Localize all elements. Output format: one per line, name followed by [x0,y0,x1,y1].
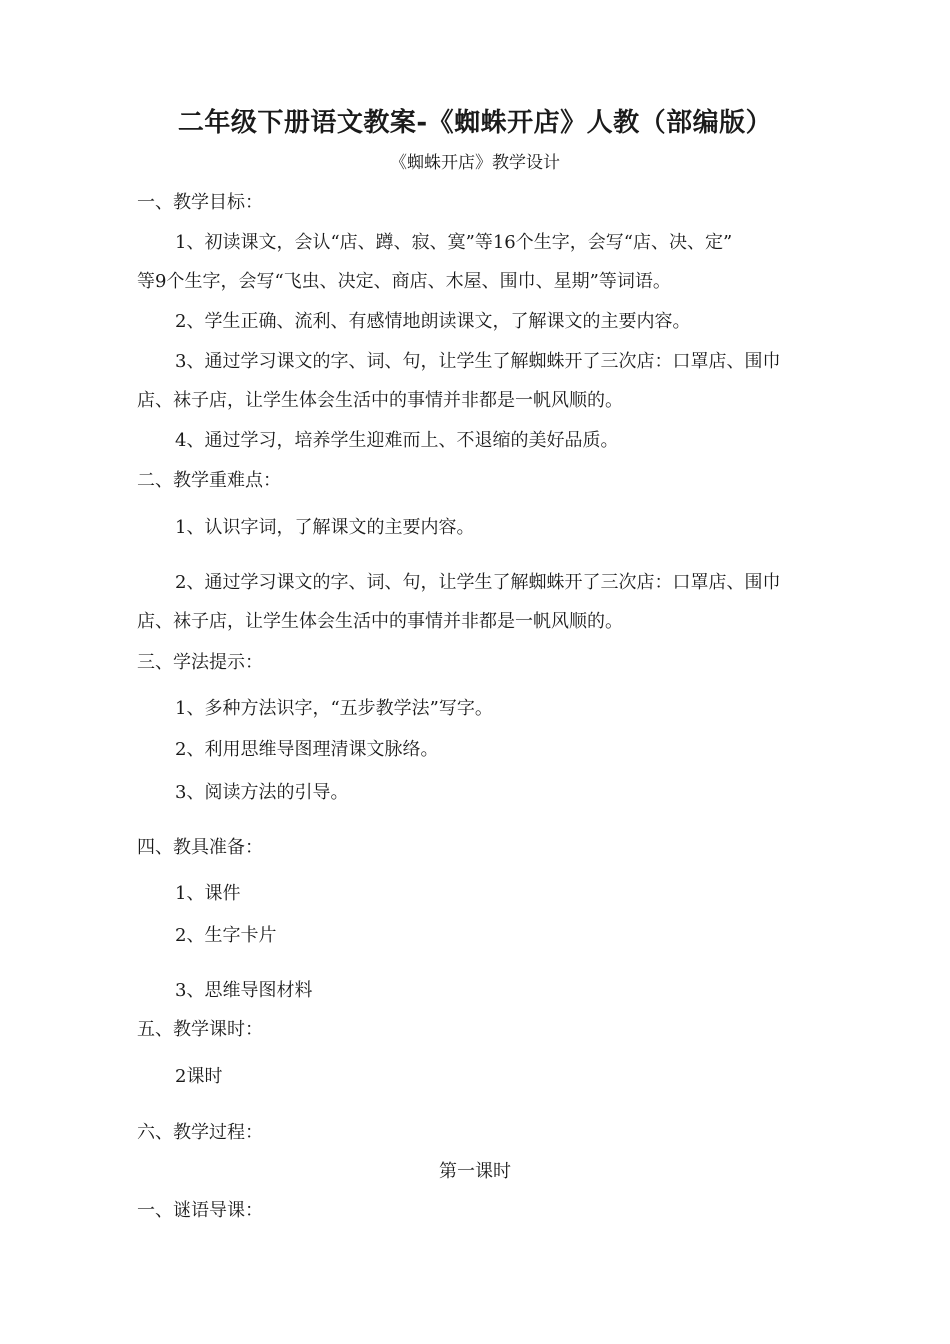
goal-item-3-line-2: 店、袜子店，让学生体会生活中的事情并非都是一帆风顺的。 [137,390,623,411]
section-heading-materials: 四、教具准备： [137,837,263,858]
section-heading-study-tips: 三、学法提示： [137,652,263,673]
document-title: 二年级下册语文教案-《蜘蛛开店》人教（部编版） [177,108,773,138]
material-item-3: 3、思维导图材料 [175,980,313,1001]
goal-item-1-line-1: 1、初读课文，会认“店、蹲、寂、寞”等16个生字，会写“店、决、定” [175,232,733,253]
study-tip-item-1: 1、多种方法识字，“五步教学法”写字。 [175,698,493,719]
goal-item-2: 2、学生正确、流利、有感情地朗读课文，了解课文的主要内容。 [175,311,691,332]
section-heading-key-points: 二、教学重难点： [137,470,281,491]
document-subtitle: 《蜘蛛开店》教学设计 [390,153,560,173]
goal-item-1-line-2: 等9个生字，会写“飞虫、决定、商店、木屋、围巾、星期”等词语。 [137,271,671,292]
section-heading-goals: 一、教学目标： [137,192,263,213]
class-hours-value: 2课时 [175,1066,223,1087]
study-tip-item-2: 2、利用思维导图理清课文脉络。 [175,739,439,760]
key-point-item-2-line-2: 店、袜子店，让学生体会生活中的事情并非都是一帆风顺的。 [137,611,623,632]
section-heading-process: 六、教学过程： [137,1122,263,1143]
material-item-2: 2、生字卡片 [175,925,277,946]
study-tip-item-3: 3、阅读方法的引导。 [175,782,349,803]
goal-item-4: 4、通过学习，培养学生迎难而上、不退缩的美好品质。 [175,430,619,451]
section-heading-class-hours: 五、教学课时： [137,1019,263,1040]
key-point-item-1: 1、认识字词，了解课文的主要内容。 [175,517,475,538]
lesson-heading: 第一课时 [439,1161,511,1182]
subsection-heading-riddle-intro: 一、谜语导课： [137,1200,263,1221]
material-item-1: 1、课件 [175,883,241,904]
key-point-item-2-line-1: 2、通过学习课文的字、词、句，让学生了解蜘蛛开了三次店：口罩店、围巾 [175,572,781,593]
goal-item-3-line-1: 3、通过学习课文的字、词、句，让学生了解蜘蛛开了三次店：口罩店、围巾 [175,351,781,372]
